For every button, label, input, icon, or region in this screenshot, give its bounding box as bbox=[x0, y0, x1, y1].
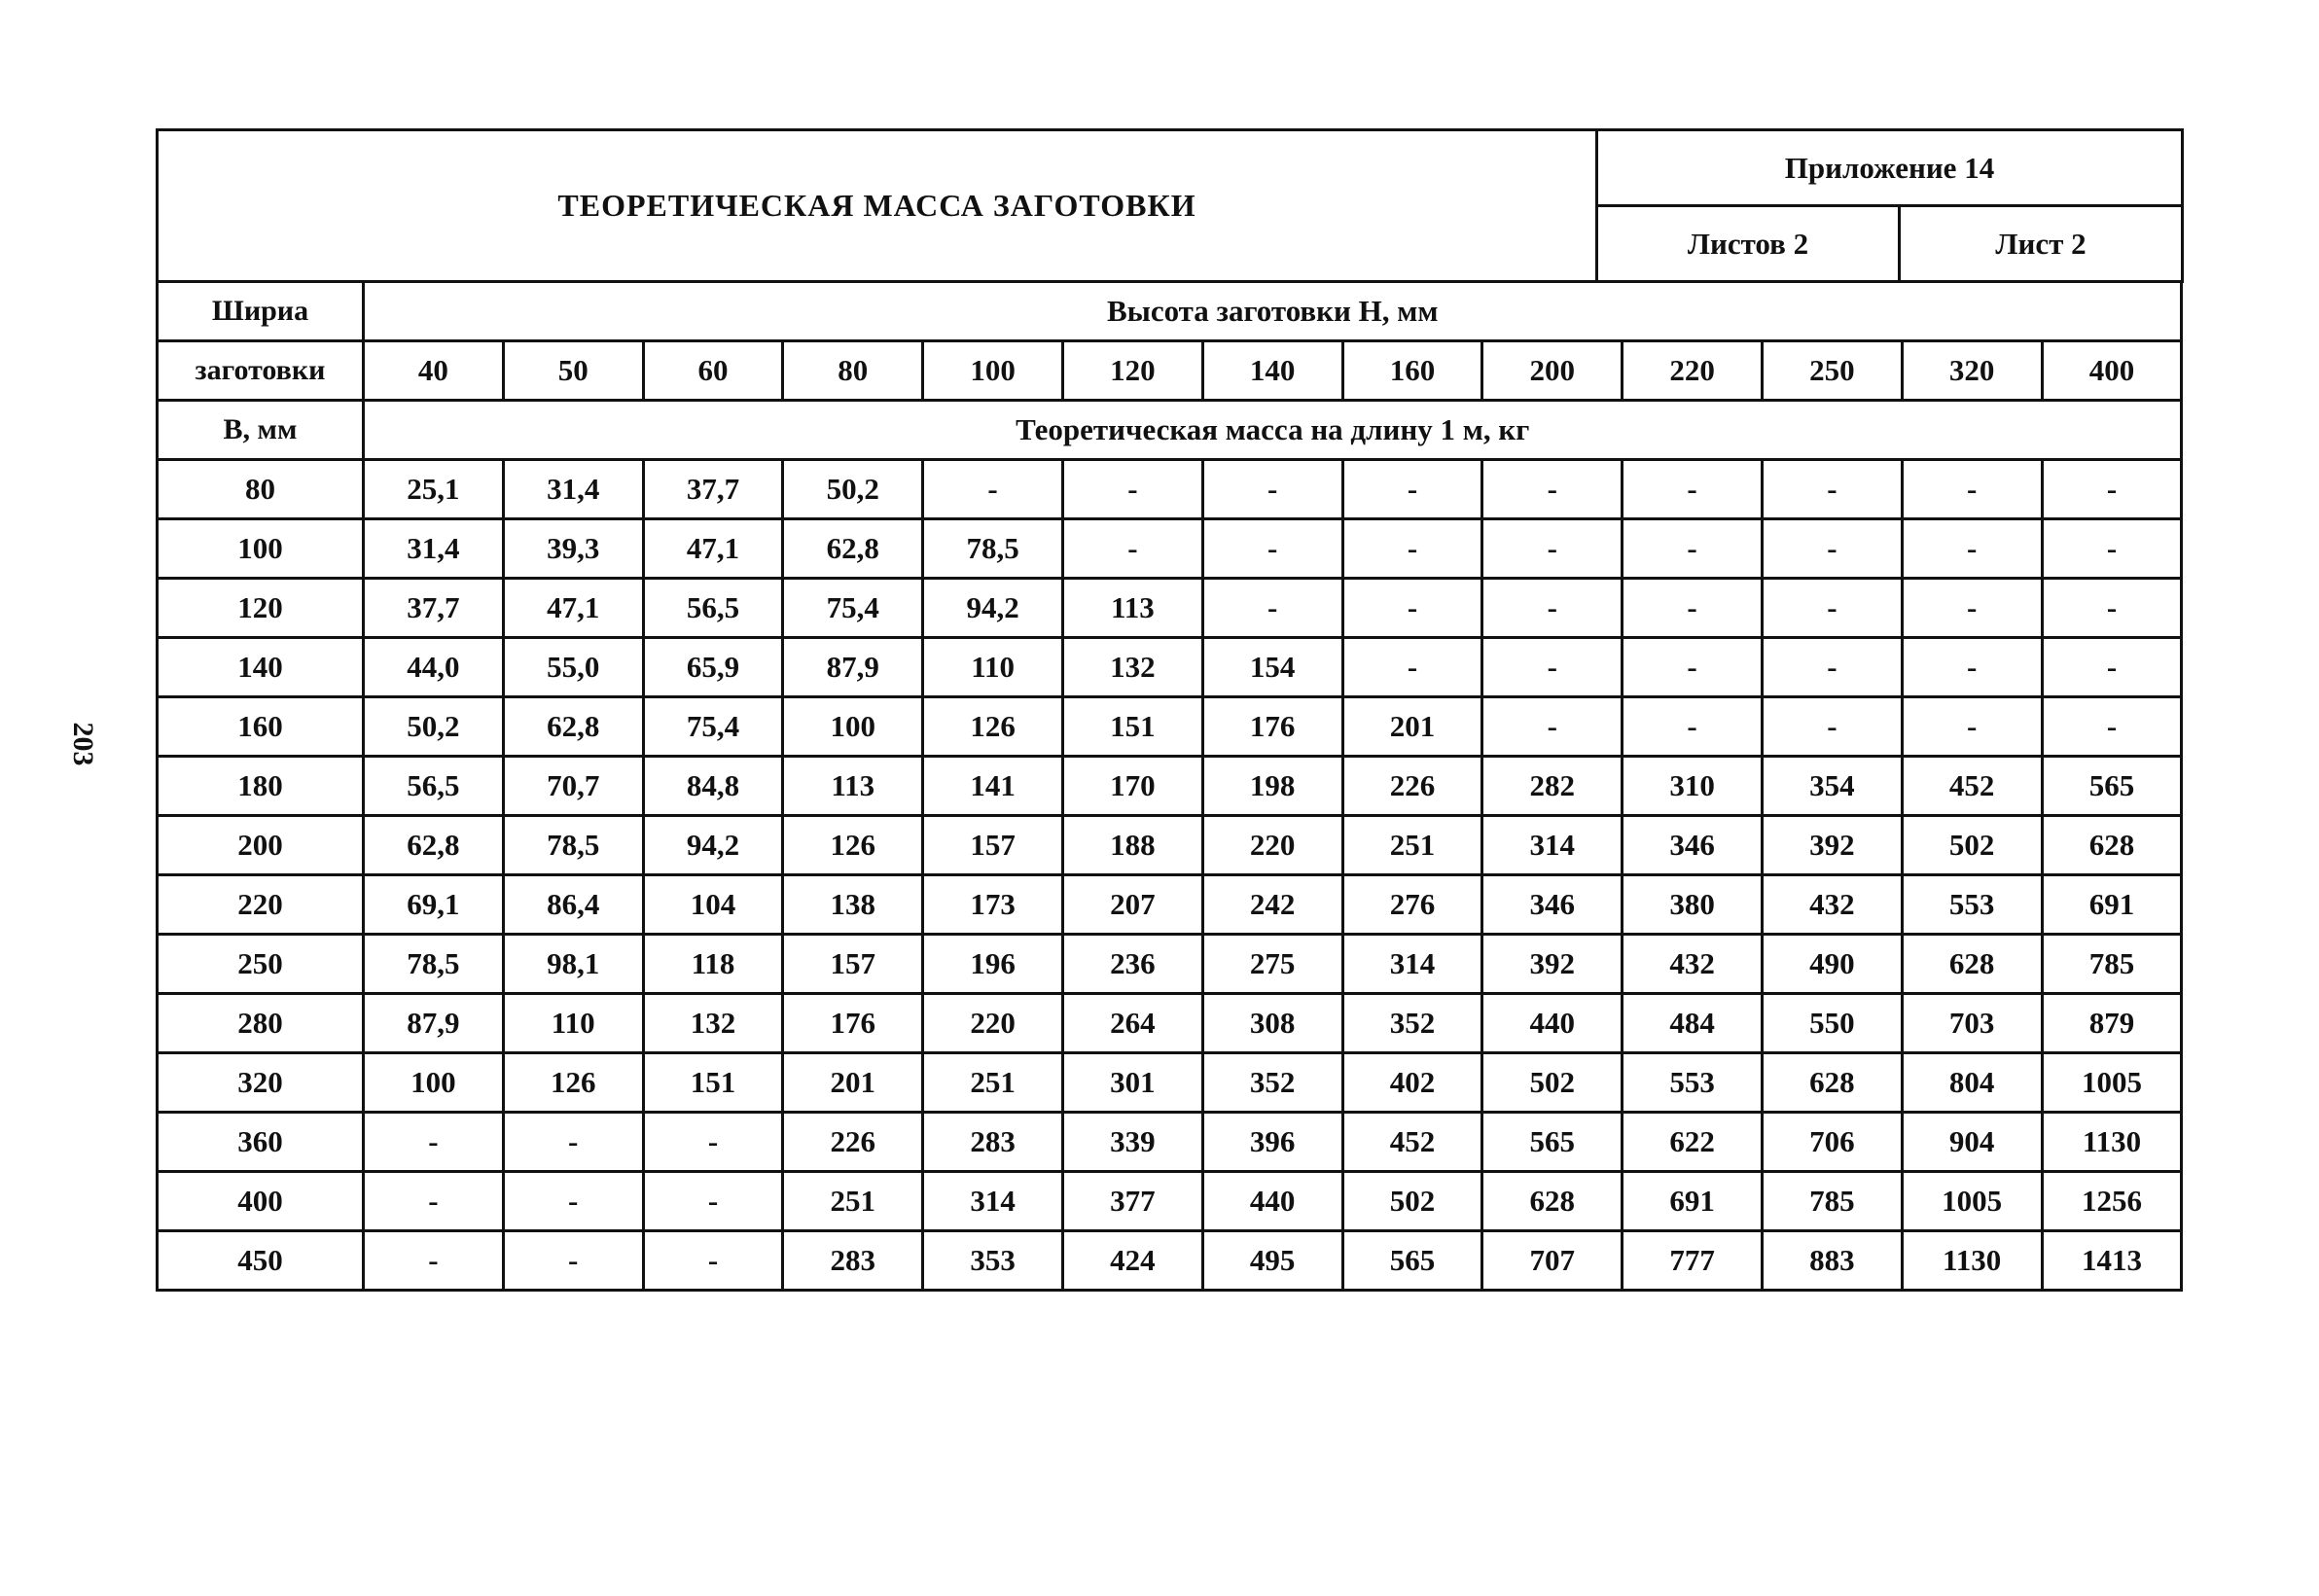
height-column-header: 120 bbox=[1062, 341, 1202, 401]
width-value: 220 bbox=[158, 875, 364, 935]
mass-cell: 176 bbox=[783, 994, 923, 1053]
mass-cell: - bbox=[643, 1172, 783, 1231]
width-value: 400 bbox=[158, 1172, 364, 1231]
table-row bbox=[158, 875, 2182, 935]
mass-cell: 113 bbox=[783, 757, 923, 816]
appendix-label: Приложение 14 bbox=[1597, 130, 2183, 206]
mass-cell: 70,7 bbox=[503, 757, 643, 816]
mass-cell: 37,7 bbox=[364, 579, 504, 638]
mass-cell: 78,5 bbox=[923, 519, 1063, 579]
width-header-line-3: В, мм bbox=[158, 401, 364, 460]
mass-cell: 495 bbox=[1202, 1231, 1342, 1291]
mass-cell: 75,4 bbox=[643, 697, 783, 757]
mass-cell: 251 bbox=[1342, 816, 1482, 875]
mass-cell: - bbox=[1062, 519, 1202, 579]
mass-cell: 138 bbox=[783, 875, 923, 935]
height-header: Высота заготовки Н, мм bbox=[364, 282, 2182, 341]
mass-cell: - bbox=[2042, 519, 2182, 579]
mass-cell: 87,9 bbox=[364, 994, 504, 1053]
mass-cell: 188 bbox=[1062, 816, 1202, 875]
height-column-header: 50 bbox=[503, 341, 643, 401]
mass-cell: 628 bbox=[1762, 1053, 1902, 1113]
height-column-header: 40 bbox=[364, 341, 504, 401]
page-number: 203 bbox=[67, 722, 99, 766]
mass-cell: 110 bbox=[923, 638, 1063, 697]
width-value: 100 bbox=[158, 519, 364, 579]
mass-cell: - bbox=[1202, 460, 1342, 519]
table-row bbox=[158, 1231, 2182, 1291]
sheet-current: Лист 2 bbox=[1900, 206, 2183, 282]
width-value: 80 bbox=[158, 460, 364, 519]
mass-cell: 339 bbox=[1062, 1113, 1202, 1172]
mass-cell: 283 bbox=[923, 1113, 1063, 1172]
mass-cell: 883 bbox=[1762, 1231, 1902, 1291]
mass-cell: 502 bbox=[1342, 1172, 1482, 1231]
mass-cell: 377 bbox=[1062, 1172, 1202, 1231]
mass-cell: 1005 bbox=[1902, 1172, 2042, 1231]
mass-cell: 703 bbox=[1902, 994, 2042, 1053]
mass-cell: - bbox=[1342, 638, 1482, 697]
mass-cell: 56,5 bbox=[643, 579, 783, 638]
mass-cell: 251 bbox=[923, 1053, 1063, 1113]
mass-cell: - bbox=[364, 1113, 504, 1172]
mass-cell: 104 bbox=[643, 875, 783, 935]
mass-cell: 275 bbox=[1202, 935, 1342, 994]
mass-cell: 141 bbox=[923, 757, 1063, 816]
mass-cell: 353 bbox=[923, 1231, 1063, 1291]
mass-cell: - bbox=[1623, 460, 1763, 519]
mass-cell: 452 bbox=[1342, 1113, 1482, 1172]
document-title: ТЕОРЕТИЧЕСКАЯ МАССА ЗАГОТОВКИ bbox=[158, 130, 1597, 282]
mass-cell: 37,7 bbox=[643, 460, 783, 519]
mass-cell: 314 bbox=[923, 1172, 1063, 1231]
mass-cell: 78,5 bbox=[364, 935, 504, 994]
mass-cell: 126 bbox=[503, 1053, 643, 1113]
mass-cell: 50,2 bbox=[783, 460, 923, 519]
sheets-total: Листов 2 bbox=[1597, 206, 1900, 282]
mass-cell: 1130 bbox=[1902, 1231, 2042, 1291]
mass-cell: 628 bbox=[2042, 816, 2182, 875]
width-header-line-1: Шириа bbox=[158, 282, 364, 341]
mass-cell: 94,2 bbox=[923, 579, 1063, 638]
mass-cell: - bbox=[1342, 460, 1482, 519]
mass-cell: 346 bbox=[1623, 816, 1763, 875]
table-row bbox=[158, 519, 2182, 579]
mass-cell: - bbox=[1623, 519, 1763, 579]
mass-cell: 628 bbox=[1482, 1172, 1623, 1231]
mass-cell: 452 bbox=[1902, 757, 2042, 816]
table-row bbox=[158, 1113, 2182, 1172]
mass-cell: 39,3 bbox=[503, 519, 643, 579]
mass-cell: - bbox=[2042, 579, 2182, 638]
mass-cell: 502 bbox=[1902, 816, 2042, 875]
mass-cell: 151 bbox=[1062, 697, 1202, 757]
mass-cell: 314 bbox=[1482, 816, 1623, 875]
mass-cell: 176 bbox=[1202, 697, 1342, 757]
mass-cell: 251 bbox=[783, 1172, 923, 1231]
mass-cell: - bbox=[1623, 579, 1763, 638]
mass-cell: 78,5 bbox=[503, 816, 643, 875]
mass-cell: - bbox=[1482, 579, 1623, 638]
mass-cell: 31,4 bbox=[503, 460, 643, 519]
mass-cell: - bbox=[1902, 697, 2042, 757]
mass-cell: 380 bbox=[1623, 875, 1763, 935]
mass-cell: 47,1 bbox=[503, 579, 643, 638]
mass-cell: 62,8 bbox=[503, 697, 643, 757]
mass-cell: - bbox=[1482, 638, 1623, 697]
width-value: 140 bbox=[158, 638, 364, 697]
mass-cell: 56,5 bbox=[364, 757, 504, 816]
mass-cell: - bbox=[503, 1172, 643, 1231]
mass-cell: 157 bbox=[783, 935, 923, 994]
mass-cell: - bbox=[1762, 460, 1902, 519]
mass-cell: - bbox=[923, 460, 1063, 519]
mass-cell: 47,1 bbox=[643, 519, 783, 579]
mass-cell: 1256 bbox=[2042, 1172, 2182, 1231]
mass-cell: - bbox=[503, 1113, 643, 1172]
table-row bbox=[158, 1053, 2182, 1113]
mass-cell: - bbox=[1202, 579, 1342, 638]
mass-cell: 100 bbox=[364, 1053, 504, 1113]
mass-cell: 691 bbox=[2042, 875, 2182, 935]
mass-cell: 276 bbox=[1342, 875, 1482, 935]
mass-cell: 282 bbox=[1482, 757, 1623, 816]
width-value: 450 bbox=[158, 1231, 364, 1291]
mass-cell: 424 bbox=[1062, 1231, 1202, 1291]
mass-cell: 94,2 bbox=[643, 816, 783, 875]
mass-cell: 565 bbox=[1342, 1231, 1482, 1291]
mass-cell: - bbox=[364, 1231, 504, 1291]
mass-cell: 565 bbox=[1482, 1113, 1623, 1172]
mass-cell: 283 bbox=[783, 1231, 923, 1291]
table-row bbox=[158, 935, 2182, 994]
mass-cell: 691 bbox=[1623, 1172, 1763, 1231]
mass-cell: 706 bbox=[1762, 1113, 1902, 1172]
mass-cell: 126 bbox=[783, 816, 923, 875]
mass-cell: 565 bbox=[2042, 757, 2182, 816]
mass-cell: 220 bbox=[1202, 816, 1342, 875]
mass-cell: 201 bbox=[783, 1053, 923, 1113]
mass-cell: 44,0 bbox=[364, 638, 504, 697]
mass-cell: 264 bbox=[1062, 994, 1202, 1053]
mass-cell: 132 bbox=[1062, 638, 1202, 697]
mass-cell: - bbox=[1623, 638, 1763, 697]
table-row bbox=[158, 757, 2182, 816]
mass-cell: 84,8 bbox=[643, 757, 783, 816]
mass-cell: - bbox=[1482, 519, 1623, 579]
mass-cell: - bbox=[1342, 519, 1482, 579]
mass-cell: 87,9 bbox=[783, 638, 923, 697]
mass-cell: 198 bbox=[1202, 757, 1342, 816]
mass-cell: 1413 bbox=[2042, 1231, 2182, 1291]
mass-cell: 113 bbox=[1062, 579, 1202, 638]
height-column-header: 160 bbox=[1342, 341, 1482, 401]
mass-cell: 392 bbox=[1482, 935, 1623, 994]
width-value: 320 bbox=[158, 1053, 364, 1113]
mass-cell: - bbox=[1342, 579, 1482, 638]
mass-cell: - bbox=[1902, 579, 2042, 638]
mass-cell: 226 bbox=[783, 1113, 923, 1172]
mass-cell: 25,1 bbox=[364, 460, 504, 519]
mass-cell: - bbox=[2042, 638, 2182, 697]
mass-cell: 31,4 bbox=[364, 519, 504, 579]
height-column-header: 140 bbox=[1202, 341, 1342, 401]
mass-cell: 628 bbox=[1902, 935, 2042, 994]
mass-cell: 490 bbox=[1762, 935, 1902, 994]
mass-cell: 170 bbox=[1062, 757, 1202, 816]
mass-cell: 236 bbox=[1062, 935, 1202, 994]
mass-cell: 75,4 bbox=[783, 579, 923, 638]
mass-cell: - bbox=[1902, 519, 2042, 579]
width-value: 250 bbox=[158, 935, 364, 994]
mass-cell: 432 bbox=[1623, 935, 1763, 994]
mass-cell: 553 bbox=[1623, 1053, 1763, 1113]
mass-cell: 346 bbox=[1482, 875, 1623, 935]
mass-cell: 98,1 bbox=[503, 935, 643, 994]
mass-cell: - bbox=[1762, 638, 1902, 697]
table-row bbox=[158, 816, 2182, 875]
height-column-header: 220 bbox=[1623, 341, 1763, 401]
mass-cell: 157 bbox=[923, 816, 1063, 875]
mass-cell: 550 bbox=[1762, 994, 1902, 1053]
mass-cell: 86,4 bbox=[503, 875, 643, 935]
mass-cell: 354 bbox=[1762, 757, 1902, 816]
mass-cell: - bbox=[1762, 697, 1902, 757]
mass-cell: 62,8 bbox=[783, 519, 923, 579]
width-value: 180 bbox=[158, 757, 364, 816]
mass-cell: 220 bbox=[923, 994, 1063, 1053]
mass-cell: 785 bbox=[2042, 935, 2182, 994]
table-row bbox=[158, 579, 2182, 638]
mass-cell: 432 bbox=[1762, 875, 1902, 935]
mass-cell: 1130 bbox=[2042, 1113, 2182, 1172]
width-value: 160 bbox=[158, 697, 364, 757]
mass-cell: 196 bbox=[923, 935, 1063, 994]
mass-cell: 126 bbox=[923, 697, 1063, 757]
mass-cell: - bbox=[2042, 697, 2182, 757]
mass-cell: 314 bbox=[1342, 935, 1482, 994]
width-header-line-2: заготовки bbox=[158, 341, 364, 401]
mass-cell: 62,8 bbox=[364, 816, 504, 875]
mass-cell: 707 bbox=[1482, 1231, 1623, 1291]
mass-cell: - bbox=[1482, 697, 1623, 757]
mass-cell: 553 bbox=[1902, 875, 2042, 935]
width-value: 280 bbox=[158, 994, 364, 1053]
mass-cell: 777 bbox=[1623, 1231, 1763, 1291]
mass-cell: 440 bbox=[1202, 1172, 1342, 1231]
width-value: 200 bbox=[158, 816, 364, 875]
mass-cell: 65,9 bbox=[643, 638, 783, 697]
mass-cell: - bbox=[643, 1113, 783, 1172]
mass-table bbox=[156, 280, 2183, 1292]
mass-cell: 132 bbox=[643, 994, 783, 1053]
mass-cell: 308 bbox=[1202, 994, 1342, 1053]
mass-cell: 201 bbox=[1342, 697, 1482, 757]
mass-cell: 100 bbox=[783, 697, 923, 757]
mass-cell: - bbox=[1762, 519, 1902, 579]
table-body bbox=[158, 460, 2182, 1291]
mass-cell: 502 bbox=[1482, 1053, 1623, 1113]
mass-cell: - bbox=[1902, 638, 2042, 697]
mass-cell: - bbox=[364, 1172, 504, 1231]
mass-cell: - bbox=[1762, 579, 1902, 638]
height-column-header: 320 bbox=[1902, 341, 2042, 401]
mass-cell: 242 bbox=[1202, 875, 1342, 935]
height-column-header: 200 bbox=[1482, 341, 1623, 401]
mass-cell: 352 bbox=[1342, 994, 1482, 1053]
height-column-header: 80 bbox=[783, 341, 923, 401]
mass-cell: 879 bbox=[2042, 994, 2182, 1053]
title-block bbox=[156, 128, 2184, 283]
mass-cell: 392 bbox=[1762, 816, 1902, 875]
mass-cell: 904 bbox=[1902, 1113, 2042, 1172]
mass-cell: 1005 bbox=[2042, 1053, 2182, 1113]
mass-header: Теоретическая масса на длину 1 м, кг bbox=[364, 401, 2182, 460]
mass-cell: 440 bbox=[1482, 994, 1623, 1053]
mass-cell: 118 bbox=[643, 935, 783, 994]
mass-cell: 154 bbox=[1202, 638, 1342, 697]
mass-cell: 151 bbox=[643, 1053, 783, 1113]
mass-cell: 622 bbox=[1623, 1113, 1763, 1172]
mass-cell: - bbox=[503, 1231, 643, 1291]
mass-cell: 402 bbox=[1342, 1053, 1482, 1113]
height-column-header: 100 bbox=[923, 341, 1063, 401]
mass-cell: 207 bbox=[1062, 875, 1202, 935]
mass-cell: - bbox=[2042, 460, 2182, 519]
table-row bbox=[158, 994, 2182, 1053]
mass-cell: 396 bbox=[1202, 1113, 1342, 1172]
mass-cell: 69,1 bbox=[364, 875, 504, 935]
table-row bbox=[158, 638, 2182, 697]
width-value: 120 bbox=[158, 579, 364, 638]
mass-cell: 55,0 bbox=[503, 638, 643, 697]
mass-cell: 484 bbox=[1623, 994, 1763, 1053]
mass-cell: - bbox=[1623, 697, 1763, 757]
height-column-header: 250 bbox=[1762, 341, 1902, 401]
table-row bbox=[158, 1172, 2182, 1231]
mass-cell: 110 bbox=[503, 994, 643, 1053]
mass-cell: 310 bbox=[1623, 757, 1763, 816]
document-sheet bbox=[156, 128, 2181, 1292]
height-column-header: 400 bbox=[2042, 341, 2182, 401]
mass-cell: 352 bbox=[1202, 1053, 1342, 1113]
mass-cell: - bbox=[1202, 519, 1342, 579]
table-row bbox=[158, 697, 2182, 757]
mass-cell: 226 bbox=[1342, 757, 1482, 816]
mass-cell: - bbox=[1902, 460, 2042, 519]
mass-cell: - bbox=[643, 1231, 783, 1291]
height-column-header: 60 bbox=[643, 341, 783, 401]
mass-cell: 301 bbox=[1062, 1053, 1202, 1113]
mass-cell: 50,2 bbox=[364, 697, 504, 757]
table-row bbox=[158, 460, 2182, 519]
mass-cell: 804 bbox=[1902, 1053, 2042, 1113]
mass-cell: 173 bbox=[923, 875, 1063, 935]
mass-cell: - bbox=[1482, 460, 1623, 519]
width-value: 360 bbox=[158, 1113, 364, 1172]
mass-cell: - bbox=[1062, 460, 1202, 519]
mass-cell: 785 bbox=[1762, 1172, 1902, 1231]
